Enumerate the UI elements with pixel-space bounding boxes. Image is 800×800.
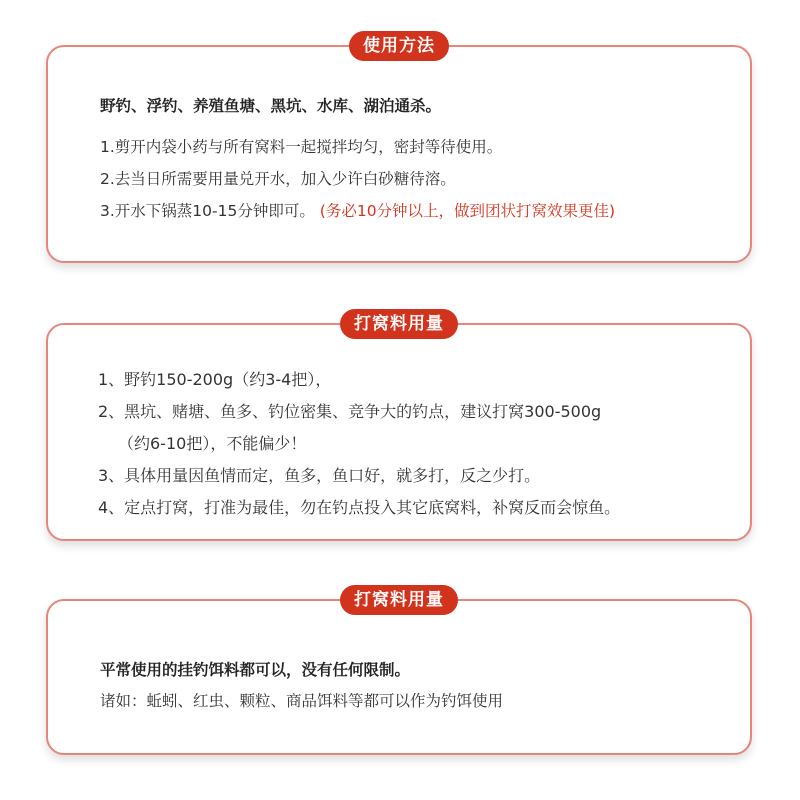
hook-bait-line-2: 诸如：蚯蚓、红虫、颗粒、商品饵料等都可以作为钓饵使用 bbox=[100, 692, 504, 710]
usage-step-1: 1.剪开内袋小药与所有窝料一起搅拌均匀，密封等待使用。 bbox=[100, 138, 503, 156]
usage-step-2: 2.去当日所需要用量兑开水，加入少许白砂糖待溶。 bbox=[100, 170, 456, 188]
amount-item-1: 1、野钓150-200g（约3-4把）， bbox=[98, 370, 332, 389]
hook-bait-card bbox=[46, 590, 752, 755]
section-title-badge: 使用方法 bbox=[349, 31, 449, 61]
amount-item-4: 4、定点打窝，打准为最佳，勿在钓点投入其它底窝料，补窝反而会惊鱼。 bbox=[98, 498, 621, 517]
hook-bait-line-1: 平常使用的挂钓饵料都可以，没有任何限制。 bbox=[100, 661, 411, 679]
amount-item-2: 2、黑坑、赌塘、鱼多、钓位密集、竞争大的钓点，建议打窝300-500g bbox=[98, 402, 602, 421]
section-title-badge: 打窝料用量 bbox=[340, 309, 458, 339]
usage-step-3-note: (务必10分钟以上，做到团状打窝效果更佳) bbox=[319, 202, 616, 220]
usage-step-3: 3.开水下锅蒸10-15分钟即可。 bbox=[100, 202, 315, 220]
amount-item-2-continued: （约6-10把），不能偏少！ bbox=[118, 434, 307, 453]
usage-method-card bbox=[46, 36, 752, 263]
usage-step-3-row bbox=[100, 199, 615, 221]
usage-intro: 野钓、浮钓、养殖鱼塘、黑坑、水库、湖泊通杀。 bbox=[100, 97, 442, 115]
bait-amount-card bbox=[46, 314, 752, 541]
section-title-badge: 打窝料用量 bbox=[340, 585, 458, 615]
amount-item-3: 3、具体用量因鱼情而定，鱼多，鱼口好，就多打，反之少打。 bbox=[98, 466, 541, 485]
